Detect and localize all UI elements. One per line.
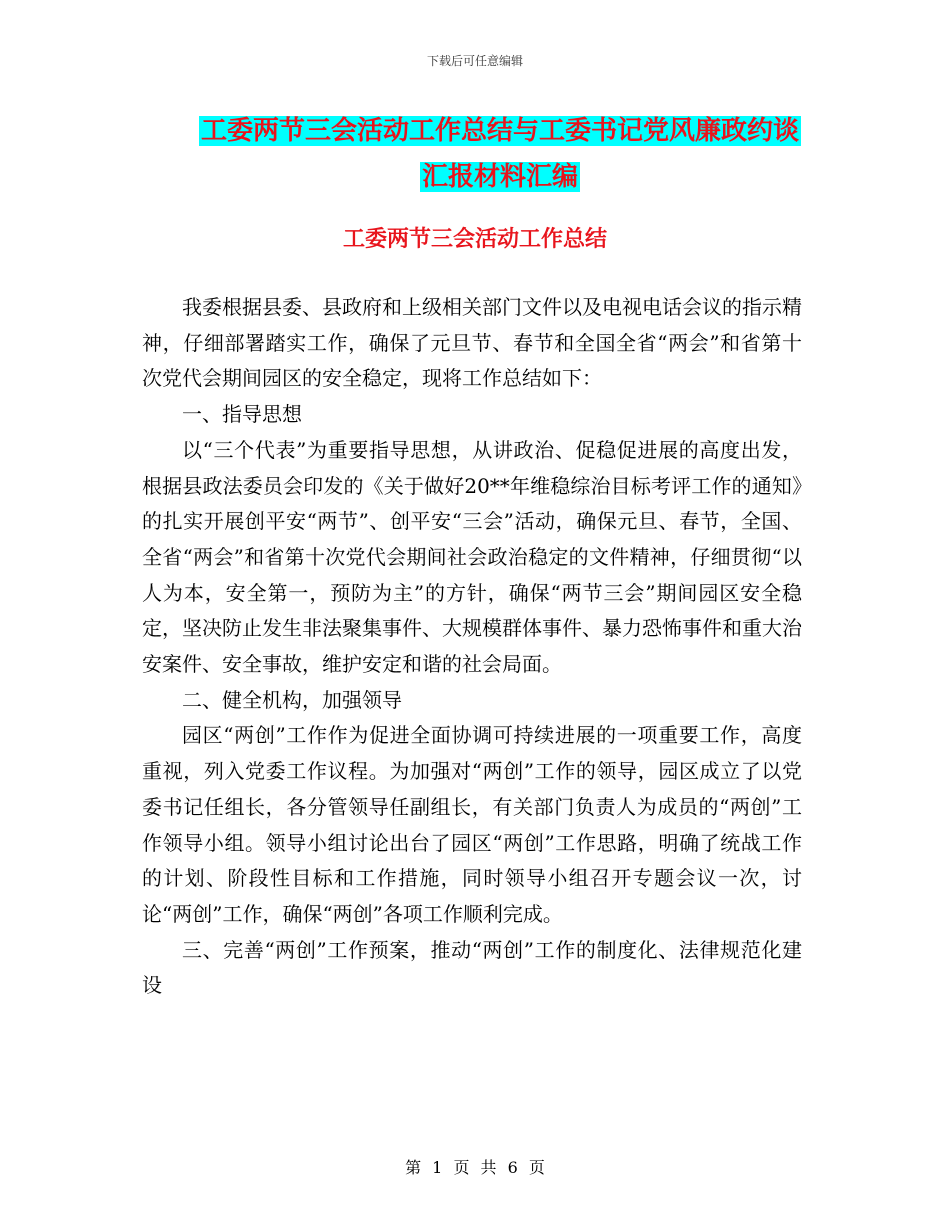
paragraph-intro: 我委根据县委、县政府和上级相关部门文件以及电视电话会议的指示精神，仔细部署踏实工作，确保了元旦节、春节和全国全省“两会”和省第十次党代会期间园区的安全稳定，现将工作总结如下：	[142, 295, 802, 391]
paragraph-organization: 园区“两创”工作作为促进全面协调可持续进展的一项重要工作，高度重视，列入党委工作议程。为加强对“两创”工作的领导，园区成立了以党委书记任组长，各分管领导任副组长，有关部门负责人为成员的“两创”工作领导小组。领导小组讨论出台了园区“两创”工作思路，明确了统战工作的计划、阶段性目标和工作措施，同时领导小组召开专题会议一次，讨论“两创”工作，确保“两创”各项工作顺利完成。	[142, 723, 802, 926]
document-title-line-1: 工委两节三会活动工作总结与工委书记党风廉政约谈	[200, 116, 799, 146]
heading-plans: 三、完善“两创”工作预案，推动“两创”工作的制度化、法律规范化建设	[142, 937, 802, 998]
paragraph-guiding-ideology: 以“三个代表”为重要指导思想，从讲政治、促稳促进展的高度出发，根据县政法委员会印发的《关于做好20**年维稳综治目标考评工作的通知》的扎实开展创平安“两节”、创平安“三会”活动，确保元旦、春节，全国、全省“两会”和省第十次党代会期间社会政治稳定的文件精神，仔细贯彻“以人为本，安全第一，预防为主”的方针，确保“两节三会”期间园区安全稳定，坚决防止发生非法聚集事件、大规模群体事件、暴力恐怖事件和重大治安案件、安全事故，维护安定和谐的社会局面。	[142, 437, 802, 677]
section-title: 工委两节三会活动工作总结	[342, 227, 607, 252]
page-number: 第 1 页 共 6 页	[405, 1158, 545, 1177]
document-title-line-2: 汇报材料汇编	[421, 162, 578, 192]
document-body	[142, 290, 802, 1004]
document-title	[150, 108, 850, 200]
page-header-note: 下载后可任意编辑	[426, 54, 523, 68]
heading-guiding-ideology: 一、指导思想	[182, 402, 302, 427]
heading-organization: 二、健全机构，加强领导	[182, 687, 402, 712]
